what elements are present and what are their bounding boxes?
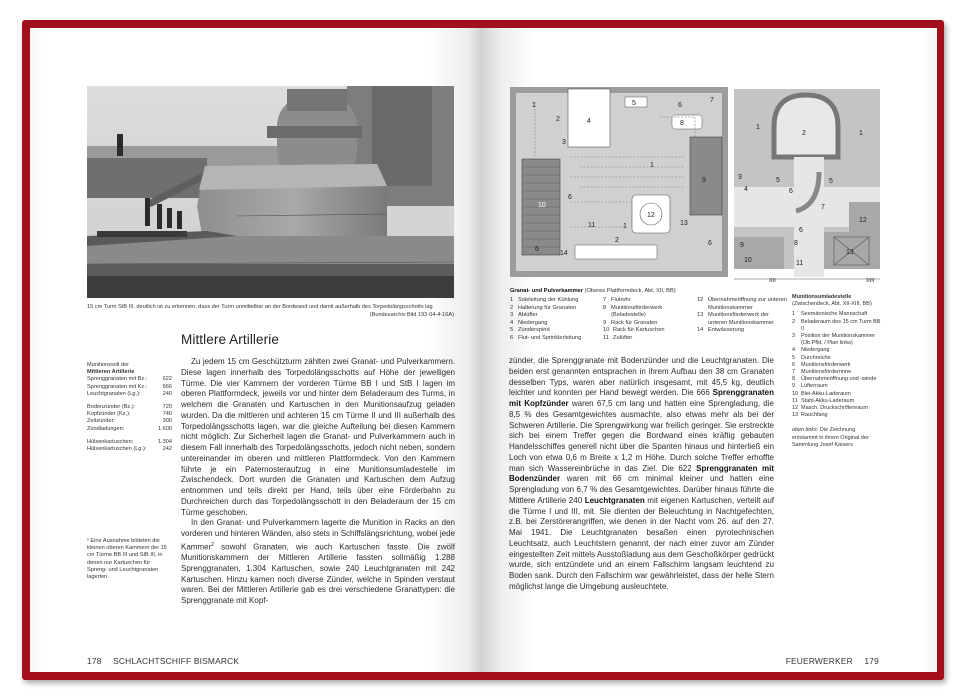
svg-text:14: 14 bbox=[560, 250, 568, 257]
body-text bbox=[181, 357, 455, 607]
legend-item: 12 Masch. Druckschriftenraum bbox=[792, 405, 868, 412]
transfer-station-diagram bbox=[734, 87, 880, 287]
legend-item: 13 Munitionsförderwerk der unteren Munitionskammer bbox=[697, 312, 774, 326]
legend-item: 11 Zulüfter bbox=[603, 334, 633, 341]
legend-item: 12 Übernahmeöffnung zur unteren Munitionskammer bbox=[697, 297, 787, 311]
legend-item: 2 Beladeraum des 15 cm Turm BB II bbox=[792, 318, 881, 332]
sidebar-row: Kopfzünder (Kz.): 740 bbox=[87, 411, 172, 418]
svg-text:4: 4 bbox=[587, 118, 591, 125]
sidebar-row: Zündladungen: 1.600 bbox=[87, 425, 172, 432]
svg-text:2: 2 bbox=[802, 130, 806, 137]
svg-text:13: 13 bbox=[846, 249, 854, 256]
legend-item: 5 Durchreiche bbox=[792, 354, 831, 361]
axis-label: XIII bbox=[866, 278, 875, 284]
right-page bbox=[482, 28, 937, 672]
svg-text:5: 5 bbox=[776, 177, 780, 184]
sidebar-row: Sprenggranaten mit Bz.: 622 bbox=[87, 376, 172, 383]
drawing-source-note: oben links: Die Zeichnung entstammt in ihrem Original der Sammlung Josef Kaisers bbox=[792, 427, 869, 448]
svg-text:6: 6 bbox=[678, 102, 682, 109]
svg-text:7: 7 bbox=[710, 97, 714, 104]
legend-item: 9 Lüfterraum bbox=[792, 383, 828, 390]
legend-item: 5 Zünderspind bbox=[510, 327, 550, 334]
svg-text:2: 2 bbox=[615, 237, 619, 244]
svg-text:13: 13 bbox=[680, 220, 688, 227]
body-text bbox=[509, 356, 774, 593]
page-number: 179 bbox=[864, 656, 879, 666]
sidebar-row: Hülsenkartuschen (Lg.): 242 bbox=[87, 446, 172, 453]
ammunition-sidebar bbox=[87, 362, 172, 453]
sidebar-row: Zeitzünder: 300 bbox=[87, 418, 172, 425]
legend-col-2 bbox=[603, 297, 691, 343]
running-title: SCHLACHTSCHIFF BISMARCK bbox=[113, 656, 240, 666]
footnote-ref[interactable]: 2 bbox=[211, 541, 215, 548]
svg-text:1: 1 bbox=[859, 130, 863, 137]
legend-col-3 bbox=[697, 297, 789, 335]
legend-item: 10 Blei-Akku-Laderaum bbox=[792, 390, 851, 397]
svg-text:11: 11 bbox=[796, 260, 804, 267]
legend-item: 2 Halterung für Granaten bbox=[510, 304, 577, 311]
svg-text:12: 12 bbox=[859, 217, 867, 224]
sidebar-row: Bodenzünder (Bz.): 720 bbox=[87, 404, 172, 411]
svg-text:9: 9 bbox=[702, 177, 706, 184]
legend-item: 3 Position der Munitionskammer (Ob.Pfld. / Plan links) bbox=[792, 333, 875, 347]
svg-text:6: 6 bbox=[535, 246, 539, 253]
legend-item: 6 Munitionsförderwerk bbox=[792, 361, 851, 368]
svg-text:12: 12 bbox=[647, 212, 655, 219]
svg-text:6: 6 bbox=[799, 227, 803, 234]
diagram1-caption: Granat- und Pulverkammer (Oberes Plattformdeck, Abt. XII, BB) bbox=[510, 288, 676, 294]
turret-photo bbox=[87, 86, 454, 298]
paragraph: In den Granat- und Pulverkammern lagerte die Munition in Racks an den vorderen und hinteren Wänden, also stets in Schiffslängsrichtung, wobei jede Kammer$^2$ sowohl Granaten, wie auch Kartuschen fasste. Die zwölf Munitionskammern der Mittleren Artillerie fassten sollmäßig 1.288 Sprenggranaten, 1.304 Kartuschen, sowie 240 Leuchtgranaten mit 242 Kartuschen. Hinzu kamen noch diverse Zünder, welche in Spinden verstaut waren. Bei der Mittleren Artillerie gab es drei verschiedene Granattypen: die Sprenggranate mit Kopf- bbox=[181, 518, 455, 606]
legend-col-1 bbox=[510, 297, 600, 343]
sidebar-title: Mittleren Artillerie bbox=[87, 369, 135, 376]
legend-item: 11 Stahl-Akku-Laderaum bbox=[792, 397, 855, 404]
running-title: FEUERWERKER bbox=[785, 656, 853, 666]
legend-item: 4 Niedergang bbox=[510, 319, 548, 326]
photo-credit: (Bundesarchiv Bild 193-04-4-16A) bbox=[369, 311, 454, 318]
ammo-chamber-diagram bbox=[510, 87, 728, 277]
paragraph: Zu jedem 15 cm Geschützturm zählten zwei Granat- und Pulverkammern. Diese lagen innerhalb des Torpedolängsschotts auf Höhe der jeweiligen Türme. Die vier Kammern der vorderen Türme BB I und StB I lagen im oberen Plattformdeck, jeweils vor und hinter dem Beladeraum des Turms, in welchem die Granaten und Kartuschen in den Munitionsaufzug geladen wurden. Da die mittleren und achteren 15 cm Türme II und III außerhalb des Torpedolängsschotts lagen, war die gleiche Aufteilung bei diesen Kammern nicht möglich. Zur Sicherheit lagen die Granat- und Pulverkammern auch in diesem Fall innerhalb des Torpedolängsschotts, jedoch nicht neben, sondern untereinander im oberen und mittleren Plattformdeck. Von den Kammern führte je ein Paternosteraufzug in eine Munitionsumladestelle im Zwischendeck. Dort wurden die Granaten und Kartuschen dem Aufzug entnommen und teils direkt per Hand, teils über eine Förderbahn zu Durchreichen durch das Torpedolängsschott in den Beladeraum der 15 cm Türme geschoben. bbox=[181, 357, 455, 517]
svg-text:1: 1 bbox=[756, 124, 760, 131]
legend-item: 8 Übernahmeöffnung und -winde bbox=[792, 376, 877, 383]
legend-item: 8 Munitionsförderwerk (Beladestelle) bbox=[603, 304, 663, 319]
legend-item: 7 Munitionsförderrinne bbox=[792, 369, 852, 376]
sidebar-title: Munitionssoll der bbox=[87, 362, 129, 368]
svg-text:1: 1 bbox=[623, 223, 627, 230]
svg-text:11: 11 bbox=[588, 222, 596, 229]
sidebar-row: Hülsenkartuschen: 1.304 bbox=[87, 438, 172, 445]
legend-subtitle: (Zwischendeck, Abt. XII-XIII, BB) bbox=[792, 301, 872, 308]
svg-text:8: 8 bbox=[794, 240, 798, 247]
legend-item: 1 Soleleitung der Kühlung bbox=[510, 297, 579, 303]
svg-text:10: 10 bbox=[744, 257, 752, 264]
svg-text:1: 1 bbox=[650, 162, 654, 169]
legend-item: 10 Rack für Kartuschen bbox=[603, 327, 665, 334]
svg-text:10: 10 bbox=[538, 202, 546, 209]
sidebar-row: Sprenggranaten mit Kz.: 666 bbox=[87, 383, 172, 390]
legend-item: 1 Seemännische Mannschaft bbox=[792, 311, 868, 318]
svg-text:6: 6 bbox=[708, 240, 712, 247]
legend-item: 3 Ablüfter bbox=[510, 312, 538, 319]
legend-item: 7 Flutrohr bbox=[603, 297, 631, 303]
svg-text:6: 6 bbox=[568, 194, 572, 201]
page-number: 178 bbox=[87, 656, 102, 666]
section-heading: Mittlere Artillerie bbox=[181, 332, 279, 347]
svg-text:8: 8 bbox=[680, 120, 684, 127]
svg-text:3: 3 bbox=[738, 174, 742, 181]
svg-text:4: 4 bbox=[744, 186, 748, 193]
sidebar-row: Leuchtgranaten (Lg.): 240 bbox=[87, 390, 172, 397]
footnote: ² Eine Ausnahme bildeten die kleinen oberen Kammern der 15 cm Türme BB III und StB III, in denen nur Kartuschen für Spreng- und Leuchtgranaten lagerten. bbox=[87, 538, 167, 581]
legend-item: 9 Rack für Granaten bbox=[603, 319, 658, 326]
svg-text:5: 5 bbox=[829, 178, 833, 185]
svg-text:6: 6 bbox=[789, 188, 793, 195]
page-footer bbox=[786, 656, 879, 666]
legend-title: Munitionsumladestelle bbox=[792, 294, 852, 300]
svg-text:7: 7 bbox=[821, 204, 825, 211]
legend-item: 13 Rauchfang bbox=[792, 412, 828, 419]
photo-caption: 15 cm Turm StB III, deutlich ist zu erkennen, dass der Turm unmittelbar an der Bordwand und damit außerhalb des Torpedolängsschotts lag bbox=[87, 304, 433, 310]
left-page bbox=[30, 28, 482, 672]
svg-text:3: 3 bbox=[562, 139, 566, 146]
svg-text:9: 9 bbox=[740, 242, 744, 249]
svg-text:5: 5 bbox=[632, 100, 636, 107]
svg-text:1: 1 bbox=[532, 102, 536, 109]
page-footer bbox=[87, 656, 239, 666]
axis-label: XII bbox=[769, 278, 776, 284]
legend-transfer-station bbox=[792, 294, 882, 449]
legend-item: 4 Niedergang bbox=[792, 347, 830, 354]
legend-item: 6 Flut- und Sprinklerleitung bbox=[510, 334, 582, 341]
svg-text:2: 2 bbox=[556, 116, 560, 123]
legend-item: 14 Entwässerung bbox=[697, 327, 745, 334]
paragraph: zünder, die Sprenggranate mit Bodenzünder und die Leuchtgranaten. Die beiden erst genannten entsprachen in ihrem Aufbau den 38 cm Granaten desselben Typs, waren aber natürlich insgesamt, mit 45,5 kg, deutlich leichter und konnten per Hand bewegt werden. Die 666 Sprenggranaten mit Kopfzünder waren 67,5 cm lang und hatten eine Sprengladung, die 8,5 % des Gesamtgewichtes ausmachte, also etwas mehr als bei der Schweren Artillerie. Die Sprengwirkung war freilich geringer. Sie erstreckte sich bei einem Treffer gegen die Bordwand eines kräftig gebauten Handelsschiffes generell nicht über die Spanten hinaus und hinterließ ein Loch von etwa 0,6 m Breite x 1,2 m Höhe. Durch solche Treffer erhoffte man sich Wassereinbrüche in das Ziel. Die 622 Sprenggranaten mit Bodenzünder waren mit 66 cm minimal kleiner und hatten eine Sprengladung von 6,7 % des Gesamtgewichtes. Darüber hinaus führte die Mittlere Artillerie 240 Leuchtgranaten mit eigenen Kartuschen, verteilt auf die Türme I und III, mit. Sie dienten der Beleuchtung in Nachtgefechten, z.B. bei Zerstörerangriffen, wie denen in der Nacht vom 26. auf den 27. Mai 1941. Die Leuchtgranaten besaßen einen pyrotechnischen Leuchtsatz, auch Leuchtstern genannt, der nach einer zuvor am Zünder eingestellten Zeit mittels Ausstoßladung aus dem Geschoßkörper gedrückt wurde, sich entzündete und an einem Fallschirm langsam leuchtend zu Boden sank. Durch den Fallschirm war gewährleistet, dass der helle Stern möglichst lange die Umgebung ausleuchtete. bbox=[509, 356, 775, 591]
